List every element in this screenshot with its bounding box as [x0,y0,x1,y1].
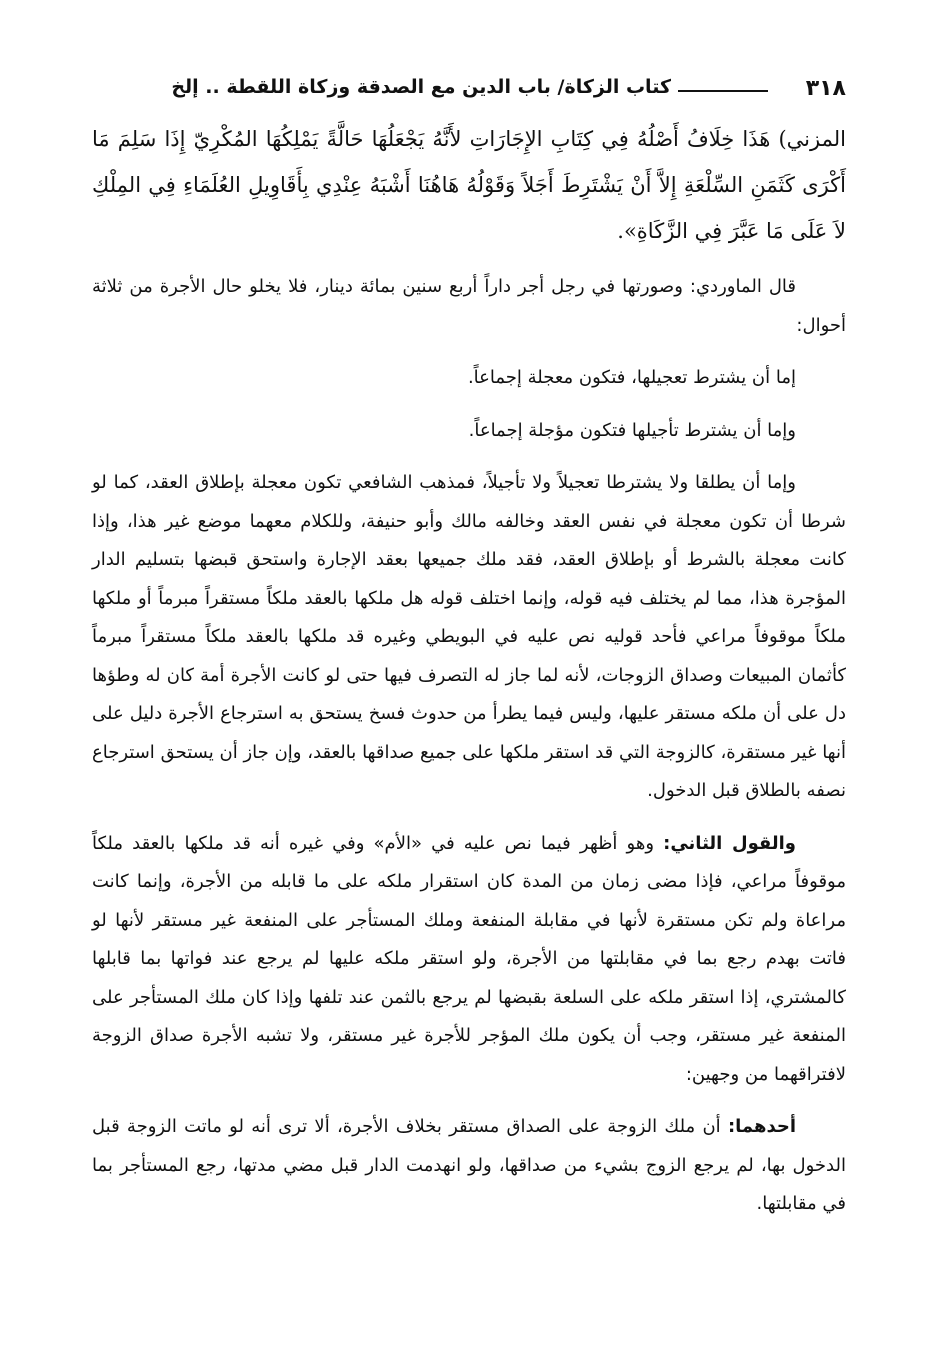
page-number: ٣١٨ [805,76,846,101]
second-opinion-label: والقول الثاني: [663,832,796,854]
first-difference-label: أحدهما: [727,1116,796,1137]
page-header [92,70,846,110]
matn-quote: المزني) هَذَا خِلَافُ أَصْلُهُ فِي كِتَابِ الإِجَارَاتِ لأَنَّهُ يَجْعَلُهَا حَالَّةً يَمْلِكُهَا المُكْرِيّ إِذَا سَلِمَ مَا أَكْرَى كَثَمَنِ السِّلْعَةِ إِلاَّ أَنْ يَشْتَرِطَ أَجَلاً وَقَوْلُهُ هَاهُنَا أَشْبَهُ عِنْدِي بِأَقَاوِيلِ العُلَمَاءِ فِي المِلْكِ لاَ عَلَى مَا عَبَّرَ فِي الزَّكَاةِ». [92,127,846,243]
sharh-paragraph-1: قال الماوردي: وصورتها في رجل أجر داراً أربع سنين بمائة دينار، فلا يخلو حال الأجرة من ثلاثة أحوال: [92,276,846,336]
header-rule [678,90,768,92]
second-opinion-text: وهو أظهر فيما نص عليه في «الأم» وفي غيره أنه قد ملكها بالعقد ملكاً موقوفاً مراعي، فإذا مضى زمان من المدة كان استقرار ملكه على ما قابله من الأجرة، وإنما كانت مراعاة ولم تكن مستقرة لأنها في مقابلة المنفعة وملك المستأجر على المنفعة غير مستقر لأنها لو فاتت بهدم رجع بما في مقابلتها من الأجرة، ولو استقر ملكه عليها لم يرجع عند فواتها بما قابلها كالمشتري، إذا استقر ملكه على السلعة بقبضها لم يرجع بالثمن عند تلفها وإذا كان ملك المستأجر على المنفعة غير مستقر، وجب أن يكون ملك المؤجر للأجرة غير مستقر، ولا تشبه الأجرة صداق الزوجة لافتراقهما من وجهين: [92,832,846,1085]
running-title: كتاب الزكاة/ باب الدين مع الصدقة وزكاة اللقطة .. إلخ [171,76,671,98]
first-difference-text: أن ملك الزوجة على الصداق مستقر بخلاف الأجرة، ألا ترى أنه لو ماتت الزوجة قبل الدخول بها، لم يرجع الزوج بشيء من صداقها، ولو انهدمت الدار قبل مضي مدتها، رجع المستأجر بما في مقابلتها. [92,1116,846,1214]
sharh-paragraph-6 [92,1108,846,1224]
spacer [92,450,846,464]
sharh-case-2: وإما أن يشترط تأجيلها فتكون مؤجلة إجماعاً. [468,419,796,441]
sharh-case-1: إما أن يشترط تعجيلها، فتكون معجلة إجماعاً. [467,367,796,388]
spacer [92,811,846,825]
spacer [92,1094,846,1108]
spacer [92,398,846,412]
sharh-paragraph-4: وإما أن يطلقا ولا يشترطا تعجيلاً ولا تأجيلاً، فمذهب الشافعي تكون معجلة بإطلاق العقد، كما لو شرطا أن تكون معجلة في نفس العقد وخالفه مالك وأبو حنيفة، وللكلام معهما موضع غير هذا، وإذا كانت معجلة بالشرط أو بإطلاق العقد، فقد ملك جميعها بعقد الإجارة واستحق قبضها بتسليم الدار المؤجرة هذا، مما لم يختلف فيه قوله، وإنما اختلف قوله هل ملكها بالعقد ملكاً مستقراً مبرماً أو ملكها ملكاً موقوفاً مراعي فأحد قوليه نص عليه في البويطي وغيره قد ملكها بالعقد ملكاً مستقراً مبرماً كأثمان المبيعات وصداق الزوجات، لأنه لما جاز له التصرف فيها حتى لو كانت الأجرة أمة كان له وطؤها دل على أن ملكه مستقر عليها، وليس فيما يطرأ من حدوث فسخ يستحق به استرجاع الأجرة دليل على أنها غير مستقرة، كالزوجة التي قد استقر ملكها على جميع صداقها بالعقد، وإن جاز أن يستحق استرجاع نصفه بالطلاق قبل الدخول. [92,472,846,801]
spacer [92,345,846,359]
sharh-paragraph-5 [92,825,846,1095]
